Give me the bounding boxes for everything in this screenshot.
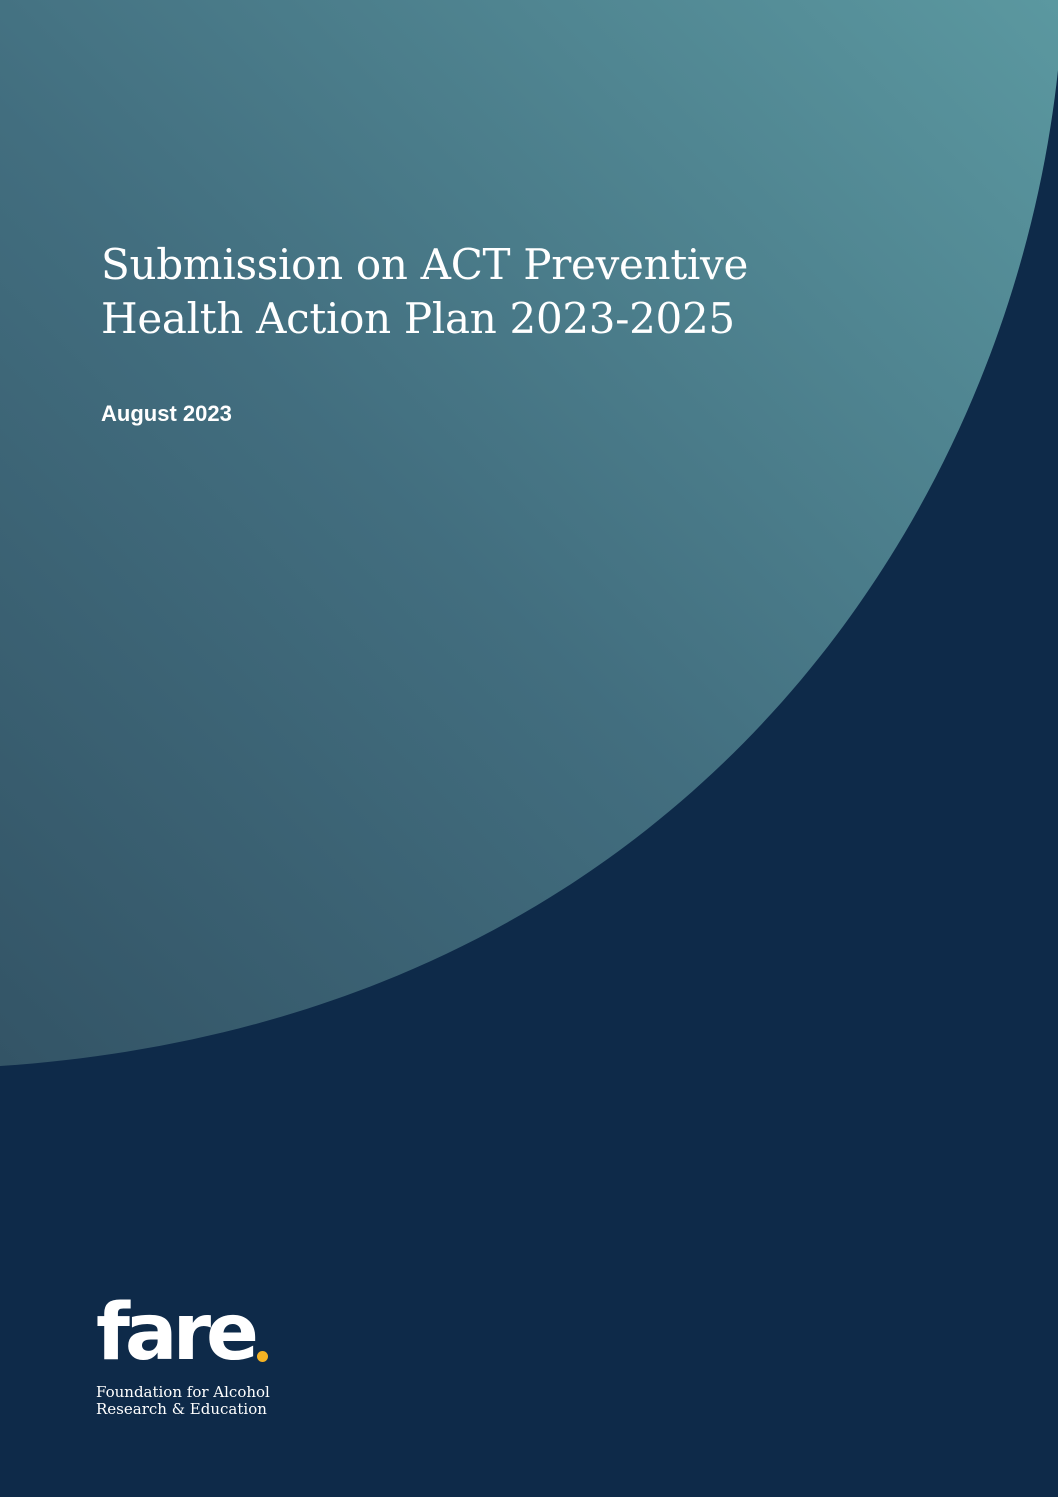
fare-logo [96,1290,296,1418]
fare-tagline [96,1384,296,1418]
document-title-line-1: Submission on ACT Preventive [101,240,749,289]
fare-wordmark [96,1290,254,1376]
document-title [101,238,861,346]
logo-dot-icon [257,1351,268,1362]
fare-wordmark-text: fare [96,1288,254,1378]
document-title-line-2: Health Action Plan 2023-2025 [101,294,735,343]
fare-tagline-line-1: Foundation for Alcohol [96,1383,270,1401]
fare-tagline-line-2: Research & Education [96,1400,267,1418]
document-date: August 2023 [101,401,232,426]
